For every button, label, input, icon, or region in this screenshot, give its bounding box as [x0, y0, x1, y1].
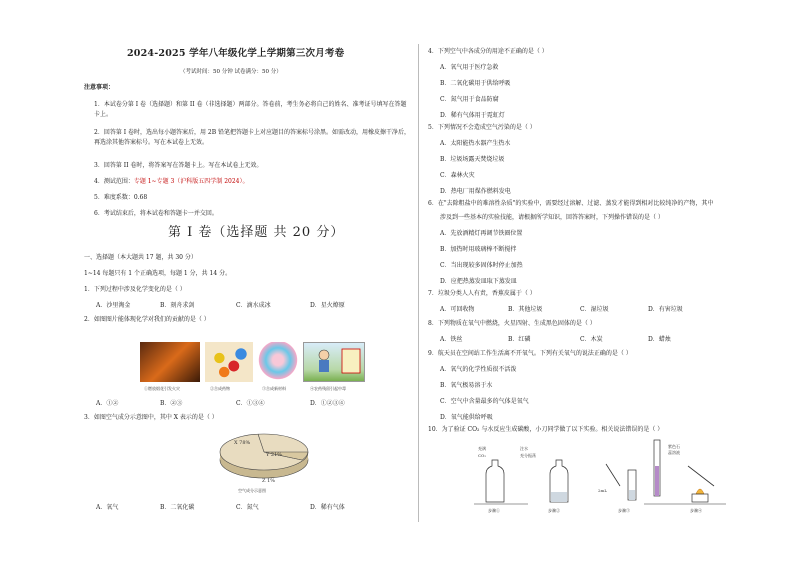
q3-option-c[interactable]: C．氮气 — [236, 504, 259, 511]
q2-option-d[interactable]: D．①②③④ — [310, 400, 345, 407]
q2-caption-1: ①燃放烟花引发火灾 — [144, 386, 180, 391]
q5-option-c[interactable]: C．森林火灾 — [440, 172, 475, 179]
q3-option-d[interactable]: D．稀有气体 — [310, 504, 345, 511]
q4-option-c[interactable]: C．氮气用于食品防腐 — [440, 96, 499, 103]
q4-option-b[interactable]: B．二氧化碳用于供给呼吸 — [440, 80, 511, 87]
q1-option-c[interactable]: C．滴水成冰 — [236, 302, 271, 309]
q2-caption-3: ③合成新材料 — [262, 386, 286, 391]
q6-option-c[interactable]: C．当出现较多固体时停止加热 — [440, 262, 523, 269]
fire-image — [140, 342, 200, 382]
pesticide-image — [303, 342, 365, 382]
q9-option-a[interactable]: A．氧气的化学性质很不活泼 — [440, 366, 517, 373]
note-item-3: 3．回答第 II 卷时，将答案写在答题卡上。写在本试卷上无效。 — [94, 162, 263, 169]
q2-caption-2: ②合成药物 — [210, 386, 230, 391]
q5-option-d[interactable]: D．热电厂用煤作燃料发电 — [440, 188, 511, 195]
q10-label-shake: 充分振荡 — [520, 453, 536, 458]
notes-heading: 注意事项： — [84, 84, 115, 91]
note-item-5: 5．难度系数：0.68 — [94, 194, 148, 201]
q7-option-a[interactable]: A．可回收物 — [440, 306, 475, 313]
note-item-2: 2．回答第 I 卷时，选出每小题答案后，用 2B 铅笔把答题卡上对应题目的答案标号涂黑。如需改动，用橡皮擦干净后，再选涂其他答案标号。写在本试卷上无效。 — [94, 129, 411, 146]
q4-option-d[interactable]: D．稀有气体用于霓虹灯 — [440, 112, 505, 119]
q2-option-a[interactable]: A．①② — [96, 400, 119, 407]
question-9: 9．航天员在空间站工作生活离不开氧气。下列有关氧气的说法正确的是（ ） — [428, 350, 632, 357]
pie-label-y: Y 21% — [266, 452, 283, 458]
q8-option-c[interactable]: C．木炭 — [580, 336, 603, 343]
question-6-line-1: 6．在"去除粗盐中的难溶性杂质"的实验中，需要经过溶解、过滤、蒸发才能得到相对比较纯净的产物，其中 — [428, 200, 714, 207]
question-8: 8．下列物质在氧气中燃烧，火星四射、生成黑色固体的是（ ） — [428, 320, 596, 327]
q10-label-litmus-1: 紫色石 — [668, 444, 680, 449]
q10-step-4: 步骤④ — [690, 508, 702, 513]
q2-option-b[interactable]: B．②③ — [160, 400, 183, 407]
q7-option-d[interactable]: D．有害垃圾 — [648, 306, 683, 313]
q10-label-2ml: 2mL — [598, 488, 607, 493]
q8-option-a[interactable]: A．铁丝 — [440, 336, 463, 343]
q10-step-2: 步骤② — [548, 508, 560, 513]
q1-option-a[interactable]: A．沙里淘金 — [96, 302, 131, 309]
question-10: 10．为了验证 CO₂ 与水反应生成碳酸，小刀同学做了以下实验。相关说法错误的是（ ） — [428, 426, 664, 433]
q3-option-a[interactable]: A．氧气 — [96, 504, 119, 511]
q9-option-b[interactable]: B．氧气极易溶于水 — [440, 382, 493, 389]
exam-title: 2024-2025 学年八年级化学上学期第三次月考卷 — [127, 48, 345, 59]
q8-option-d[interactable]: D．蜡烛 — [648, 336, 671, 343]
q6-option-b[interactable]: B．加热时用玻璃棒不断搅拌 — [440, 246, 517, 253]
q6-option-a[interactable]: A．先放酒精灯再调节铁圈位置 — [440, 230, 523, 237]
q7-option-b[interactable]: B．其他垃圾 — [508, 306, 543, 313]
air-composition-pie — [218, 430, 314, 498]
pie-caption: 空气成分示意图 — [238, 488, 266, 493]
q6-option-d[interactable]: D．应把热蒸发皿取下蒸发皿 — [440, 278, 517, 285]
q3-option-b[interactable]: B．二氧化碳 — [160, 504, 195, 511]
q5-option-a[interactable]: A．太阳能热水器产生热水 — [440, 140, 511, 147]
question-1: 1．下列过程中涉及化学变化的是（ ） — [84, 286, 186, 293]
pills-image — [205, 342, 253, 382]
part1-heading: 一、选择题（本大题共 17 题，共 30 分） — [84, 254, 197, 261]
q10-label-co2: CO₂ — [478, 453, 486, 458]
q8-option-b[interactable]: B．红磷 — [508, 336, 531, 343]
note-item-4: 4．测试范围：专题 1~专题 3（沪科版五四学制 2024）。 — [94, 178, 249, 185]
q9-option-d[interactable]: D．氧气能供给呼吸 — [440, 414, 493, 421]
exam-subtitle: （考试时间：50 分钟 试卷满分：50 分） — [180, 69, 282, 75]
pie-label-z: Z 1% — [262, 478, 275, 484]
q10-step-1: 步骤① — [488, 508, 500, 513]
column-divider — [418, 44, 419, 522]
q9-option-c[interactable]: C．空气中含量最多的气体是氧气 — [440, 398, 529, 405]
q7-option-c[interactable]: C．湿垃圾 — [580, 306, 609, 313]
pie-label-x: X 78% — [234, 440, 251, 446]
section-title: 第 I 卷（选择题 共 20 分） — [168, 225, 345, 240]
scope-text: 专题 1~专题 3（沪科版五四学制 2024）。 — [133, 178, 249, 185]
question-7: 7．垃圾分类人人有责，香蕉皮属于（ ） — [428, 290, 536, 297]
note-item-1: 1．本试卷分第 I 卷（选择题）和第 II 卷（非选择题）两部分。答卷前，考生务必将自己的姓名、准考证号填写在答题卡上。 — [94, 101, 407, 118]
question-3: 3．如图空气成分示意图中，其中 X 表示的是（ ） — [84, 414, 218, 421]
q10-label-full: 充满 — [478, 446, 486, 451]
q4-option-a[interactable]: A．氧气用于医疗急救 — [440, 64, 499, 71]
q2-option-c[interactable]: C．①③④ — [236, 400, 265, 407]
part1-note: 1~14 每题只有 1 个正确选项，每题 1 分，共 14 分。 — [84, 270, 232, 277]
question-5: 5．下列情况不会造成空气污染的是（ ） — [428, 124, 536, 131]
q2-caption-4: ④农药残留引起中毒 — [310, 386, 346, 391]
q10-label-add-water: 注水 — [520, 446, 528, 451]
material-image — [257, 342, 299, 382]
q10-label-litmus-2: 蕊溶液 — [668, 450, 680, 455]
q10-step-3: 步骤③ — [618, 508, 630, 513]
q1-option-b[interactable]: B．刻舟求剑 — [160, 302, 195, 309]
question-4: 4．下列空气中各成分的用途不正确的是（ ） — [428, 48, 548, 55]
co2-experiment-diagram — [468, 436, 728, 514]
q5-option-b[interactable]: B．垃圾场露天焚烧垃圾 — [440, 156, 505, 163]
question-6-line-2: 涉及到一些基本的实验技能，请根据所学知识，回答答案时，下列操作错误的是（ ） — [440, 214, 664, 221]
q1-option-d[interactable]: D．星火燎原 — [310, 302, 345, 309]
question-2: 2．如图图片能体现化学对我们的贡献的是（ ） — [84, 316, 210, 323]
note-item-6: 6．考试结束后，将本试卷和答题卡一并交回。 — [94, 210, 218, 217]
